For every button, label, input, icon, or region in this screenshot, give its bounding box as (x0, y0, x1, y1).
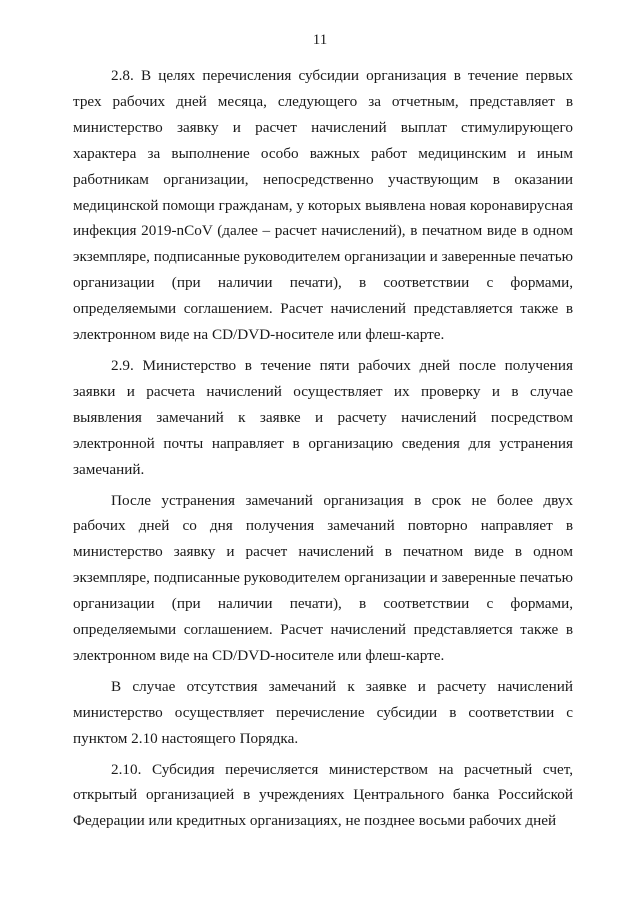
paragraph-2-8: 2.8. В целях перечисления субсидии организация в течение первых трех рабочих дней месяца, следующего за отчетным, представляет в министерство заявку и расчет начислений выплат стимулирующего характера за выполнение особо важных работ медицинским и иным работникам организации, непосредственно участвующим в оказании медицинской помощи гражданам, у которых выявлена новая коронавирусная инфекция 2019-nCoV (далее – расчет начислений), в печатном виде в одном экземпляре, подписанные руководителем организации и заверенные печатью организации (при наличии печати), в соответствии с формами, определяемыми соглашением. Расчет начислений представляется также в электронном виде на CD/DVD-носителе или флеш-карте. (73, 67, 573, 344)
page-number: 11 (312, 32, 328, 48)
document-body (73, 63, 573, 834)
paragraph-after-corrections: После устранения замечаний организация в срок не более двух рабочих дней со дня получения замечаний повторно направляет в министерство заявку и расчет начислений в печатном виде в одном экземпляре, подписанные руководителем организации и заверенные печатью организации (при наличии печати), в соответствии с формами, определяемыми соглашением. Расчет начислений представляется также в электронном виде на CD/DVD-носителе или флеш-карте. (73, 491, 573, 664)
paragraph-no-remarks: В случае отсутствия замечаний к заявке и расчету начислений министерство осуществляет перечисление субсидии в соответствии с пунктом 2.10 настоящего Порядка. (73, 677, 573, 747)
paragraph-2-10: 2.10. Субсидия перечисляется министерством на расчетный счет, открытый организацией в учреждениях Центрального банка Российской Федерации или кредитных организациях, не позднее восьми рабочих дней (73, 760, 573, 830)
paragraph-2-9: 2.9. Министерство в течение пяти рабочих дней после получения заявки и расчета начислений осуществляет их проверку и в случае выявления замечаний к заявке и расчету начислений посредством электронной почты направляет в организацию сведения для устранения замечаний. (73, 356, 573, 478)
